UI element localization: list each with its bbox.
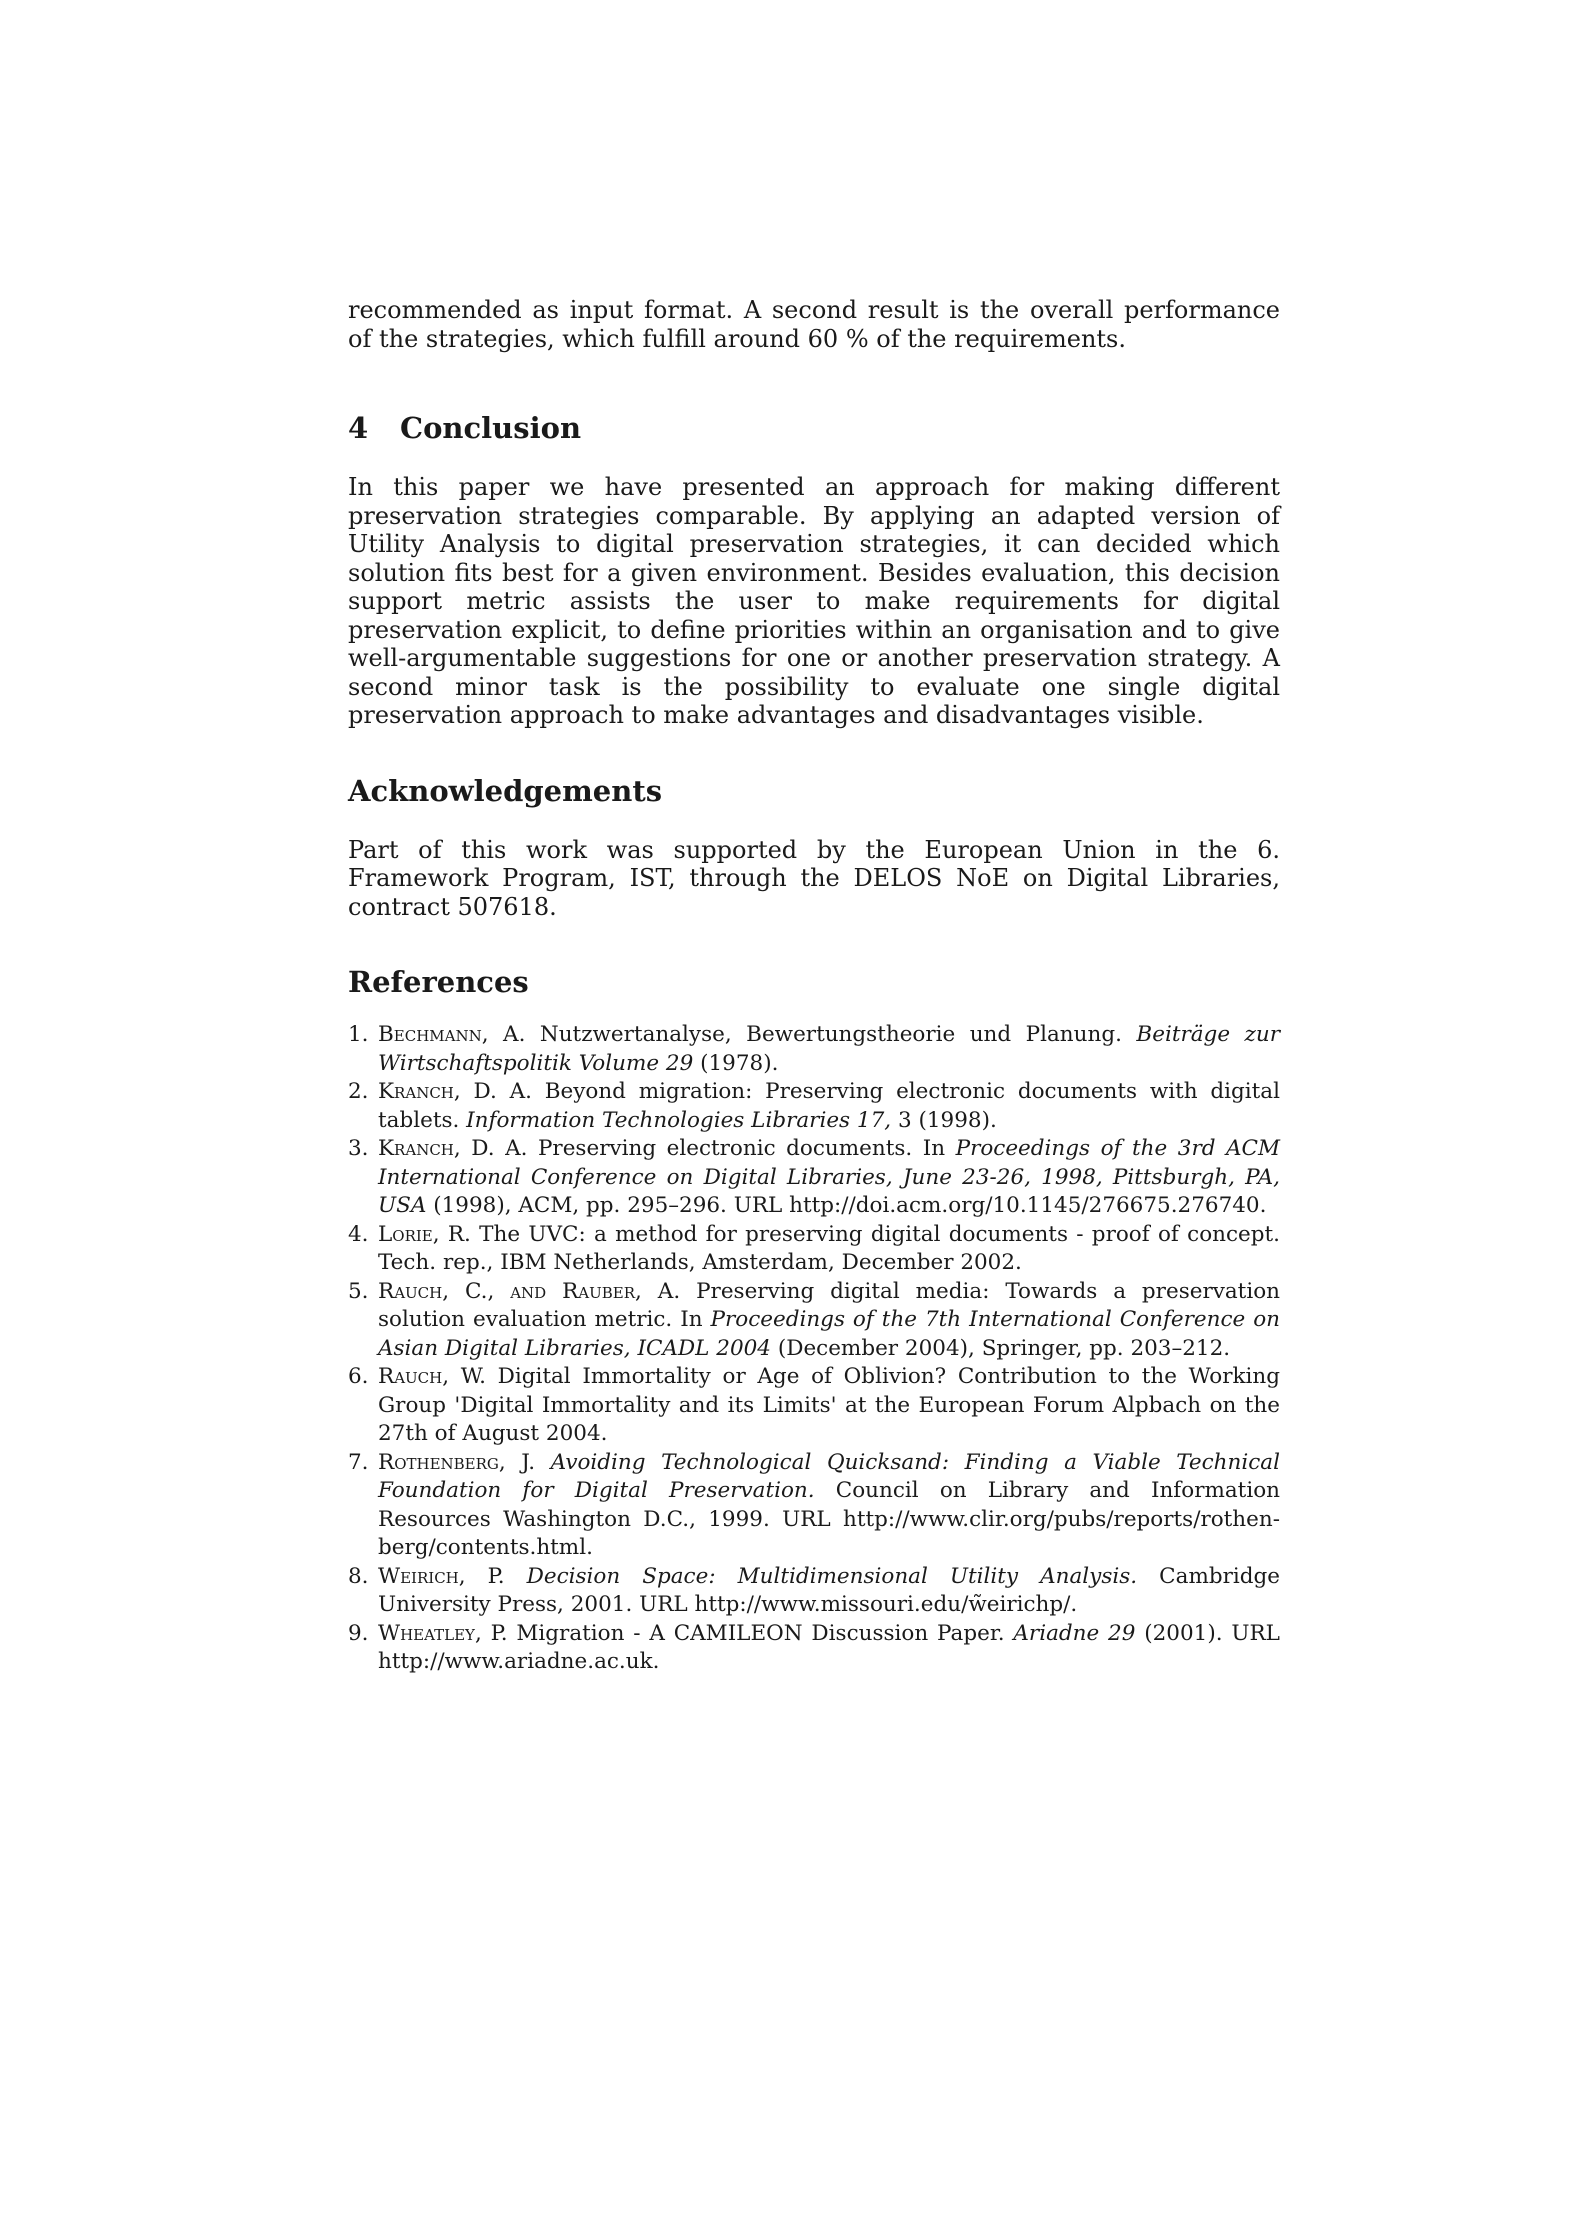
reference-text: (1978). [693,1050,779,1076]
reference-number: 6. [348,1364,369,1389]
reference-author: Wheatley, P. [378,1620,508,1646]
reference-list [348,1021,1280,1677]
reference-author: Rauch, W. [378,1364,486,1389]
reference-text: Digital Immortality or Age of Oblivion? Contribution to the Working Group 'Digital Immortality and its Limits' at the European Forum Alpbach on the 27th of August 2004. [378,1364,1280,1446]
section-number: 4 [348,411,369,445]
conclusion-paragraph: In this paper we have presented an approach for making different preservation strategies comparable. By applying an adapted version of Utility Analysis to digital preservation strategies, it can decided which solution fits best for a given environment. Besides evaluation, this decision support metric assists the user to make requirements for digital preservation explicit, to define priorities within an organisation and to give well-argumentable suggestions for one or another preservation strategy. A second minor task is the possibility to evaluate one single digital preservation approach to make advantages and disadvantages visible. [348,473,1280,729]
reference-item [348,1363,1280,1449]
reference-text: (2001). URL http://www.ariadne.ac.uk. [378,1620,1280,1674]
reference-author: Rauch, C., and Rauber, A. [378,1278,681,1304]
reference-item [348,1620,1280,1677]
acknowledgements-paragraph: Part of this work was supported by the European Union in the 6. Framework Program, IST, through the DELOS NoE on Digital Libraries, contract 507618. [348,835,1280,921]
reference-italic: Proceedings of the 7th International Conference on Asian Digital Libraries, ICADL 2004 [378,1307,1280,1361]
reference-number: 5. [348,1278,369,1304]
reference-item [348,1221,1280,1278]
reference-number: 8. [348,1563,369,1589]
section-title: Conclusion [400,411,582,445]
reference-number: 4. [348,1221,369,1247]
reference-text: Cambridge University Press, 2001. URL http://www.missouri.edu/w̃eirichp/. [378,1563,1280,1617]
reference-text [535,1450,551,1475]
references-heading: References [348,965,529,999]
reference-number: 3. [348,1136,369,1161]
reference-author: Lorie, R. [378,1221,471,1247]
intro-paragraph: recommended as input format. A second result is the overall performance of the strategies, which fulfill around 60 % of the requirements. [348,296,1280,353]
reference-author: Kranch, D. A. [378,1079,532,1104]
reference-number: 9. [348,1620,369,1646]
reference-text: Preserving electronic documents. In [527,1136,956,1161]
reference-text: Nutzwertanalyse, Bewertungstheorie und Planung. [525,1022,1137,1047]
reference-italic: Information Technologies Libraries 17, [466,1107,892,1133]
reference-number: 1. [348,1022,369,1047]
reference-author: Rothenberg, J. [378,1449,536,1475]
reference-text: 3 (1998). [891,1107,997,1133]
acknowledgements-heading: Acknowledgements [348,773,663,808]
reference-number: 2. [348,1079,369,1104]
reference-text: Beyond migration: Preserving electronic documents with digital tablets. [378,1079,1281,1133]
reference-text [505,1564,527,1589]
reference-text: Migration - A CAMILEON Discussion Paper. [507,1620,1014,1646]
reference-number: 7. [348,1449,369,1475]
reference-text: Council on Library and Information Resources Washington D.C., 1999. URL http://www.clir.org/pubs/reports/rothen-berg/contents.html. [378,1478,1280,1560]
reference-italic: Avoiding Technological Quicksand: Finding a Viable Technical Foundation for Digital Preservation. [378,1449,1280,1503]
reference-item [348,1449,1280,1563]
reference-text: (December 2004), Springer, pp. 203–212. [770,1335,1231,1361]
reference-italic: Beiträge zur Wirtschaftspolitik Volume 29 [378,1022,1280,1076]
reference-author: Kranch, D. A. [378,1136,528,1161]
reference-item [348,1563,1280,1620]
reference-item [348,1278,1280,1364]
reference-italic: Ariadne 29 [1013,1620,1136,1646]
reference-text: The UVC: a method for preserving digital documents - proof of concept. Tech. rep., IBM Netherlands, Amsterdam, December 2002. [378,1221,1280,1275]
reference-item [348,1078,1280,1135]
reference-item [348,1135,1280,1221]
conclusion-heading [348,411,1280,445]
reference-author: Weirich, P. [378,1563,505,1589]
reference-text: Preserving digital media: Towards a preservation solution evaluation metric. In [378,1278,1280,1332]
reference-item [348,1021,1280,1078]
page-content [348,296,1280,1677]
reference-italic: Decision Space: Multidimensional Utility Analysis. [526,1563,1138,1589]
reference-text: (1998), ACM, pp. 295–296. URL http://doi.acm.org/10.1145/276675.276740. [426,1193,1267,1218]
reference-italic: Proceedings of the 3rd ACM International Conference on Digital Libraries, June 23-26, 1998, Pittsburgh, PA, USA [378,1136,1281,1218]
reference-author: Bechmann, A. [378,1022,526,1047]
